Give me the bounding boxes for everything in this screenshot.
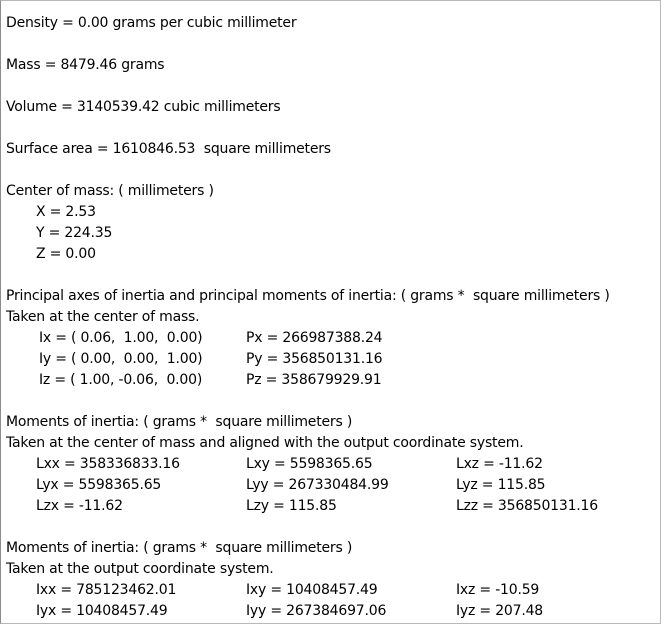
moment-lyx: Lyx = 5598365.65: [36, 477, 162, 493]
center-of-mass-z: Z = 0.00: [36, 246, 96, 262]
moment-lzx: Lzx = -11.62: [36, 498, 123, 514]
principal-axis-iz: Iz = ( 1.00, -0.06, 0.00): [39, 372, 203, 388]
moment-lzy: Lzy = 115.85: [246, 498, 337, 514]
principal-moment-pz: Pz = 358679929.91: [246, 372, 382, 388]
moment-iyy: Iyy = 267384697.06: [246, 603, 387, 619]
moment-ixx: Ixx = 785123462.01: [36, 582, 177, 598]
principal-axes-header: Principal axes of inertia and principal moments of inertia: ( grams * square millimeters ): [6, 288, 610, 304]
moment-lyy: Lyy = 267330484.99: [246, 477, 389, 493]
density-line: Density = 0.00 grams per cubic millimeter: [6, 15, 297, 31]
center-of-mass-header: Center of mass: ( millimeters ): [6, 183, 214, 199]
moments-com-header: Moments of inertia: ( grams * square millimeters ): [6, 414, 353, 430]
volume-line: Volume = 3140539.42 cubic millimeters: [6, 99, 281, 115]
mass-line: Mass = 8479.46 grams: [6, 57, 165, 73]
principal-axes-note: Taken at the center of mass.: [6, 309, 200, 325]
moment-iyx: Iyx = 10408457.49: [36, 603, 168, 619]
moment-iyz: Iyz = 207.48: [456, 603, 543, 619]
principal-moment-py: Py = 356850131.16: [246, 351, 383, 367]
moments-output-header: Moments of inertia: ( grams * square millimeters ): [6, 540, 353, 556]
moment-ixz: Ixz = -10.59: [456, 582, 540, 598]
moment-ixy: Ixy = 10408457.49: [246, 582, 378, 598]
center-of-mass-x: X = 2.53: [36, 204, 96, 220]
principal-moment-px: Px = 266987388.24: [246, 330, 383, 346]
center-of-mass-y: Y = 224.35: [36, 225, 113, 241]
surface-area-line: Surface area = 1610846.53 square millimeters: [6, 141, 331, 157]
moments-com-note: Taken at the center of mass and aligned with the output coordinate system.: [6, 435, 524, 451]
moment-lyz: Lyz = 115.85: [456, 477, 546, 493]
moment-lxx: Lxx = 358336833.16: [36, 456, 180, 472]
moments-output-note: Taken at the output coordinate system.: [6, 561, 274, 577]
principal-axis-ix: Ix = ( 0.06, 1.00, 0.00): [39, 330, 203, 346]
principal-axis-iy: Iy = ( 0.00, 0.00, 1.00): [39, 351, 203, 367]
moment-lzz: Lzz = 356850131.16: [456, 498, 598, 514]
moment-lxy: Lxy = 5598365.65: [246, 456, 373, 472]
moment-lxz: Lxz = -11.62: [456, 456, 543, 472]
